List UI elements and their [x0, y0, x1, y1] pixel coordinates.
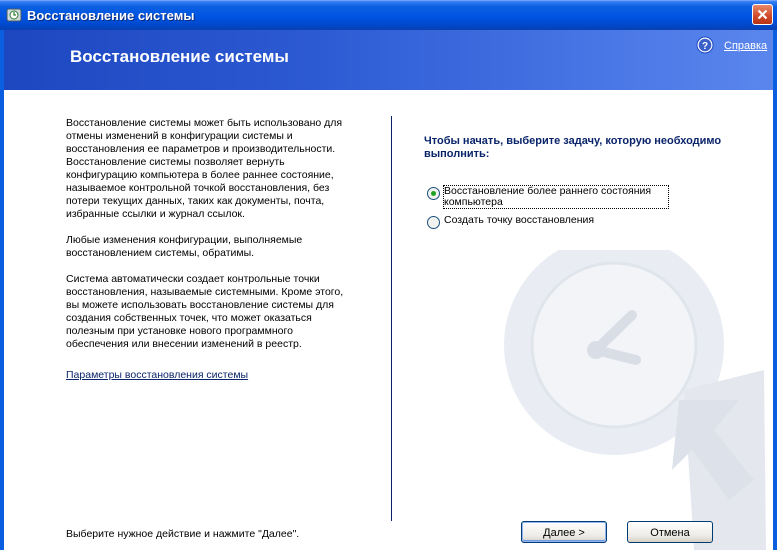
title-bar[interactable] [0, 0, 777, 30]
description-paragraph-3: Система автоматически создает контрольные точки восстановления, называемые системными. Кроме этого, вы можете использовать восстановление системы для создания собственных точек, что может оказаться полезным при установке нового программного обеспечения или внесении изменений в реестр. [66, 273, 344, 350]
description-paragraph-1: Восстановление системы может быть использовано для отмены изменений в конфигурации системы и восстановления ее параметров и производительности. Восстановление системы позволяет вернуть конфигурацию компьютера в более раннее состояние, называемое контрольной точкой восстановления, без потери текущих данных, таких как документы, почта, избранные ссылки и журнал ссылок. [66, 117, 343, 220]
main-content [4, 90, 773, 550]
help-link[interactable]: Справка [724, 40, 768, 52]
system-restore-icon [6, 7, 22, 23]
close-button[interactable] [752, 4, 773, 25]
help-icon[interactable] [696, 36, 714, 54]
task-heading: Чтобы начать, выберите задачу, которую необходимо выполнить: [424, 135, 722, 160]
status-text: Выберите нужное действие и нажмите "Далее". [66, 528, 300, 540]
svg-text:?: ? [701, 41, 709, 52]
window-title: Восстановление системы [27, 8, 195, 23]
option-create-point[interactable] [427, 215, 594, 229]
option-restore-earlier[interactable] [427, 186, 668, 208]
vertical-divider [391, 116, 392, 521]
window-frame-right [773, 30, 777, 550]
description-text [66, 117, 358, 364]
next-button[interactable]: Далее > [521, 521, 607, 543]
radio-create-point[interactable] [427, 216, 440, 229]
header-banner [4, 30, 773, 90]
option-restore-earlier-label[interactable]: Восстановление более раннего состояния компьютера [444, 186, 668, 208]
page-title: Восстановление системы [70, 47, 289, 66]
close-icon [757, 9, 768, 20]
restore-settings-link[interactable]: Параметры восстановления системы [66, 369, 249, 381]
radio-restore-earlier[interactable] [427, 187, 440, 200]
clock-arrow-watermark-icon [504, 250, 773, 550]
description-paragraph-2: Любые изменения конфигурации, выполняемые восстановлением системы, обратимы. [66, 234, 303, 259]
cancel-button[interactable]: Отмена [627, 521, 713, 543]
option-create-point-label[interactable]: Создать точку восстановления [444, 214, 595, 226]
